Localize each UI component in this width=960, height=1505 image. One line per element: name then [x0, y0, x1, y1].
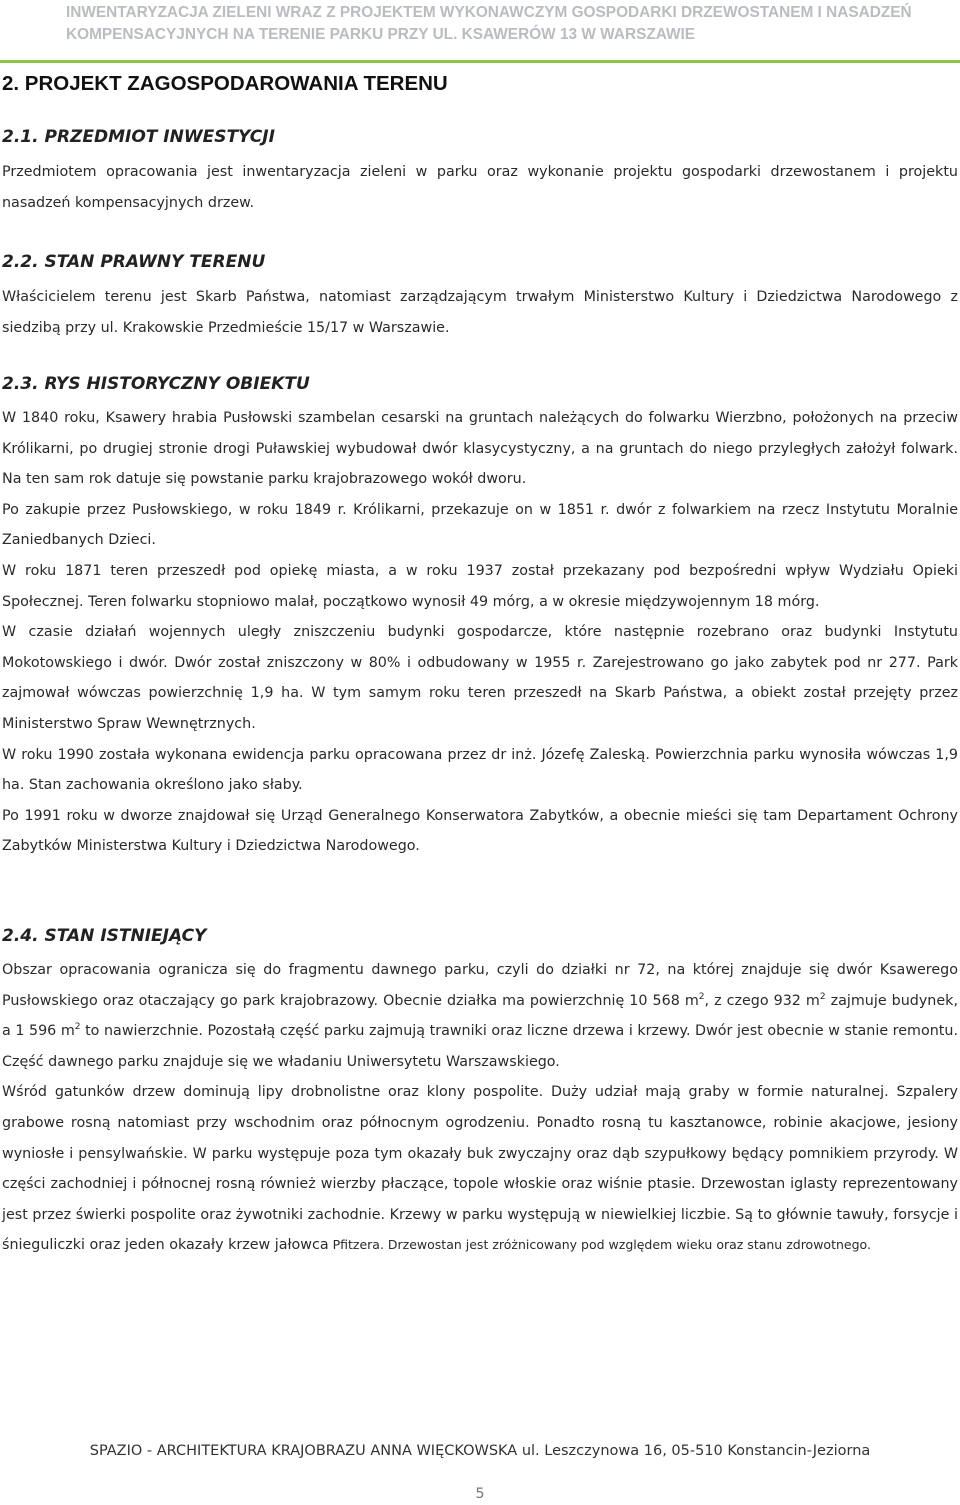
history-paragraph-4: W czasie działań wojennych uległy zniszczeniu budynki gospodarcze, które następnie rozebrano oraz budynki Instytutu Mokotowskiego i dwór. Dwór został zniszczony w 80% i odbudowany w 1955 r. Zarejestrowano go jako zabytek pod nr 277. Park zajmował wówczas powierzchnię 1,9 ha. W tym samym roku teren przeszedł na Skarb Państwa, a obiekt został przejęty przez Ministerstwo Spraw Wewnętrznych. — [2, 624, 958, 732]
page-header — [0, 0, 960, 60]
existing-state-paragraph-2: Wśród gatunków drzew dominują lipy drobnolistne oraz klony pospolite. Duży udział mają graby w formie naturalnej. Szpalery grabowe rosną natomiast przy wschodnim oraz północnym ogrodzeniu. Ponadto rosną tu kasztanowce, robinie akacjowe, jesiony wyniosłe i pensylwańskie. W parku występuje poza tym okazały buk zwyczajny oraz dąb szypułkowy będący pomnikiem przyrody. W części zachodniej i północnej rosną również wierzby płaczące, topole włoskie oraz wiśnie ptasie. Drzewostan iglasty reprezentowany jest przez świerki pospolite oraz żywotniki zachodnie. Krzewy w parku występują w niewielkiej liczbie. Są to głównie tawuły, forsycje i śnieguliczki oraz jeden okazały krzew jałowca Pfitzera. Drzewostan jest zróżnicowany pod względem wieku oraz stanu zdrowotnego. — [2, 1084, 958, 1254]
section-heading-2-3: 2.3. RYS HISTORYCZNY OBIEKTU — [2, 374, 310, 394]
header-rule — [0, 60, 960, 63]
section-2-2-paragraph: Właścicielem terenu jest Skarb Państwa, natomiast zarządzającym trwałym Ministerstwo Kultury i Dziedzictwa Narodowego z siedzibą przy ul. Krakowskie Przedmieście 15/17 w Warszawie. — [2, 289, 958, 336]
section-2-3-body — [2, 403, 958, 862]
page-number: 5 — [475, 1486, 485, 1502]
page-footer: SPAZIO - ARCHITEKTURA KRAJOBRAZU ANNA WIĘCKOWSKA ul. Leszczynowa 16, 05-510 Konstancin-Jeziorna — [89, 1443, 871, 1459]
header-line-2: KOMPENSACYJNYCH NA TERENIE PARKU PRZY UL. KSAWERÓW 13 W WARSZAWIE — [66, 26, 696, 43]
section-heading-2-2: 2.2. STAN PRAWNY TERENU — [2, 252, 266, 272]
existing-state-paragraph-1: Obszar opracowania ogranicza się do fragmentu dawnego parku, czyli do działki nr 72, na której znajduje się dwór Ksawerego Pusłowskiego oraz otaczający go park krajobrazowy. Obecnie działka ma powierzchnię 10 568 $m^2$, z czego 932 $m^2$ zajmuje budynek, a 1 596 $m^2$ to nawierzchnie. Pozostałą część parku zajmują trawniki oraz liczne drzewa i krzewy. Dwór jest obecnie w stanie remontu. Część dawnego parku znajduje się we władaniu Uniwersytetu Warszawskiego. — [2, 962, 958, 1070]
section-2-1-paragraph: Przedmiotem opracowania jest inwentaryzacja zieleni w parku oraz wykonanie projektu gospodarki drzewostanem i projektu nasadzeń kompensacyjnych drzew. — [2, 164, 958, 211]
page-title: 2. PROJEKT ZAGOSPODAROWANIA TERENU — [2, 72, 448, 95]
history-paragraph-3: W roku 1871 teren przeszedł pod opiekę miasta, a w roku 1937 został przekazany pod bezpośredni wpływ Wydziału Opieki Społecznej. Teren folwarku stopniowo malał, początkowo wynosił 49 mórg, a w okresie międzywojennym 18 mórg. — [2, 562, 958, 610]
section-heading-2-4: 2.4. STAN ISTNIEJĄCY — [2, 926, 207, 946]
history-paragraph-2: Po zakupie przez Pusłowskiego, w roku 1849 r. Królikarni, przekazuje on w 1851 r. dwór z folwarkiem na rzecz Instytutu Moralnie Zaniedbanych Dzieci. — [2, 501, 958, 549]
section-heading-2-1: 2.1. PRZEDMIOT INWESTYCJI — [2, 127, 275, 147]
history-paragraph-5: W roku 1990 została wykonana ewidencja parku opracowana przez dr inż. Józefę Zaleską. Powierzchnia parku wynosiła wówczas 1,9 ha. Stan zachowania określono jako słaby. — [2, 746, 958, 794]
section-2-4-body — [2, 955, 958, 1261]
history-paragraph-1: W 1840 roku, Ksawery hrabia Pusłowski szambelan cesarski na gruntach należących do folwarku Wierzbno, położonych na przeciw Królikarni, po drugiej stronie drogi Puławskiej wybudował dwór klasycystyczny, a na gruntach do niego przyległych założył folwark. Na ten sam rok datuje się powstanie parku krajobrazowego wokół dworu. — [2, 410, 958, 488]
header-line-1: INWENTARYZACJA ZIELENI WRAZ Z PROJEKTEM WYKONAWCZYM GOSPODARKI DRZEWOSTANEM I NASADZEŃ — [66, 4, 912, 21]
history-paragraph-6: Po 1991 roku w dworze znajdował się Urząd Generalnego Konserwatora Zabytków, a obecnie mieści się tam Departament Ochrony Zabytków Ministerstwa Kultury i Dziedzictwa Narodowego. — [2, 807, 958, 855]
